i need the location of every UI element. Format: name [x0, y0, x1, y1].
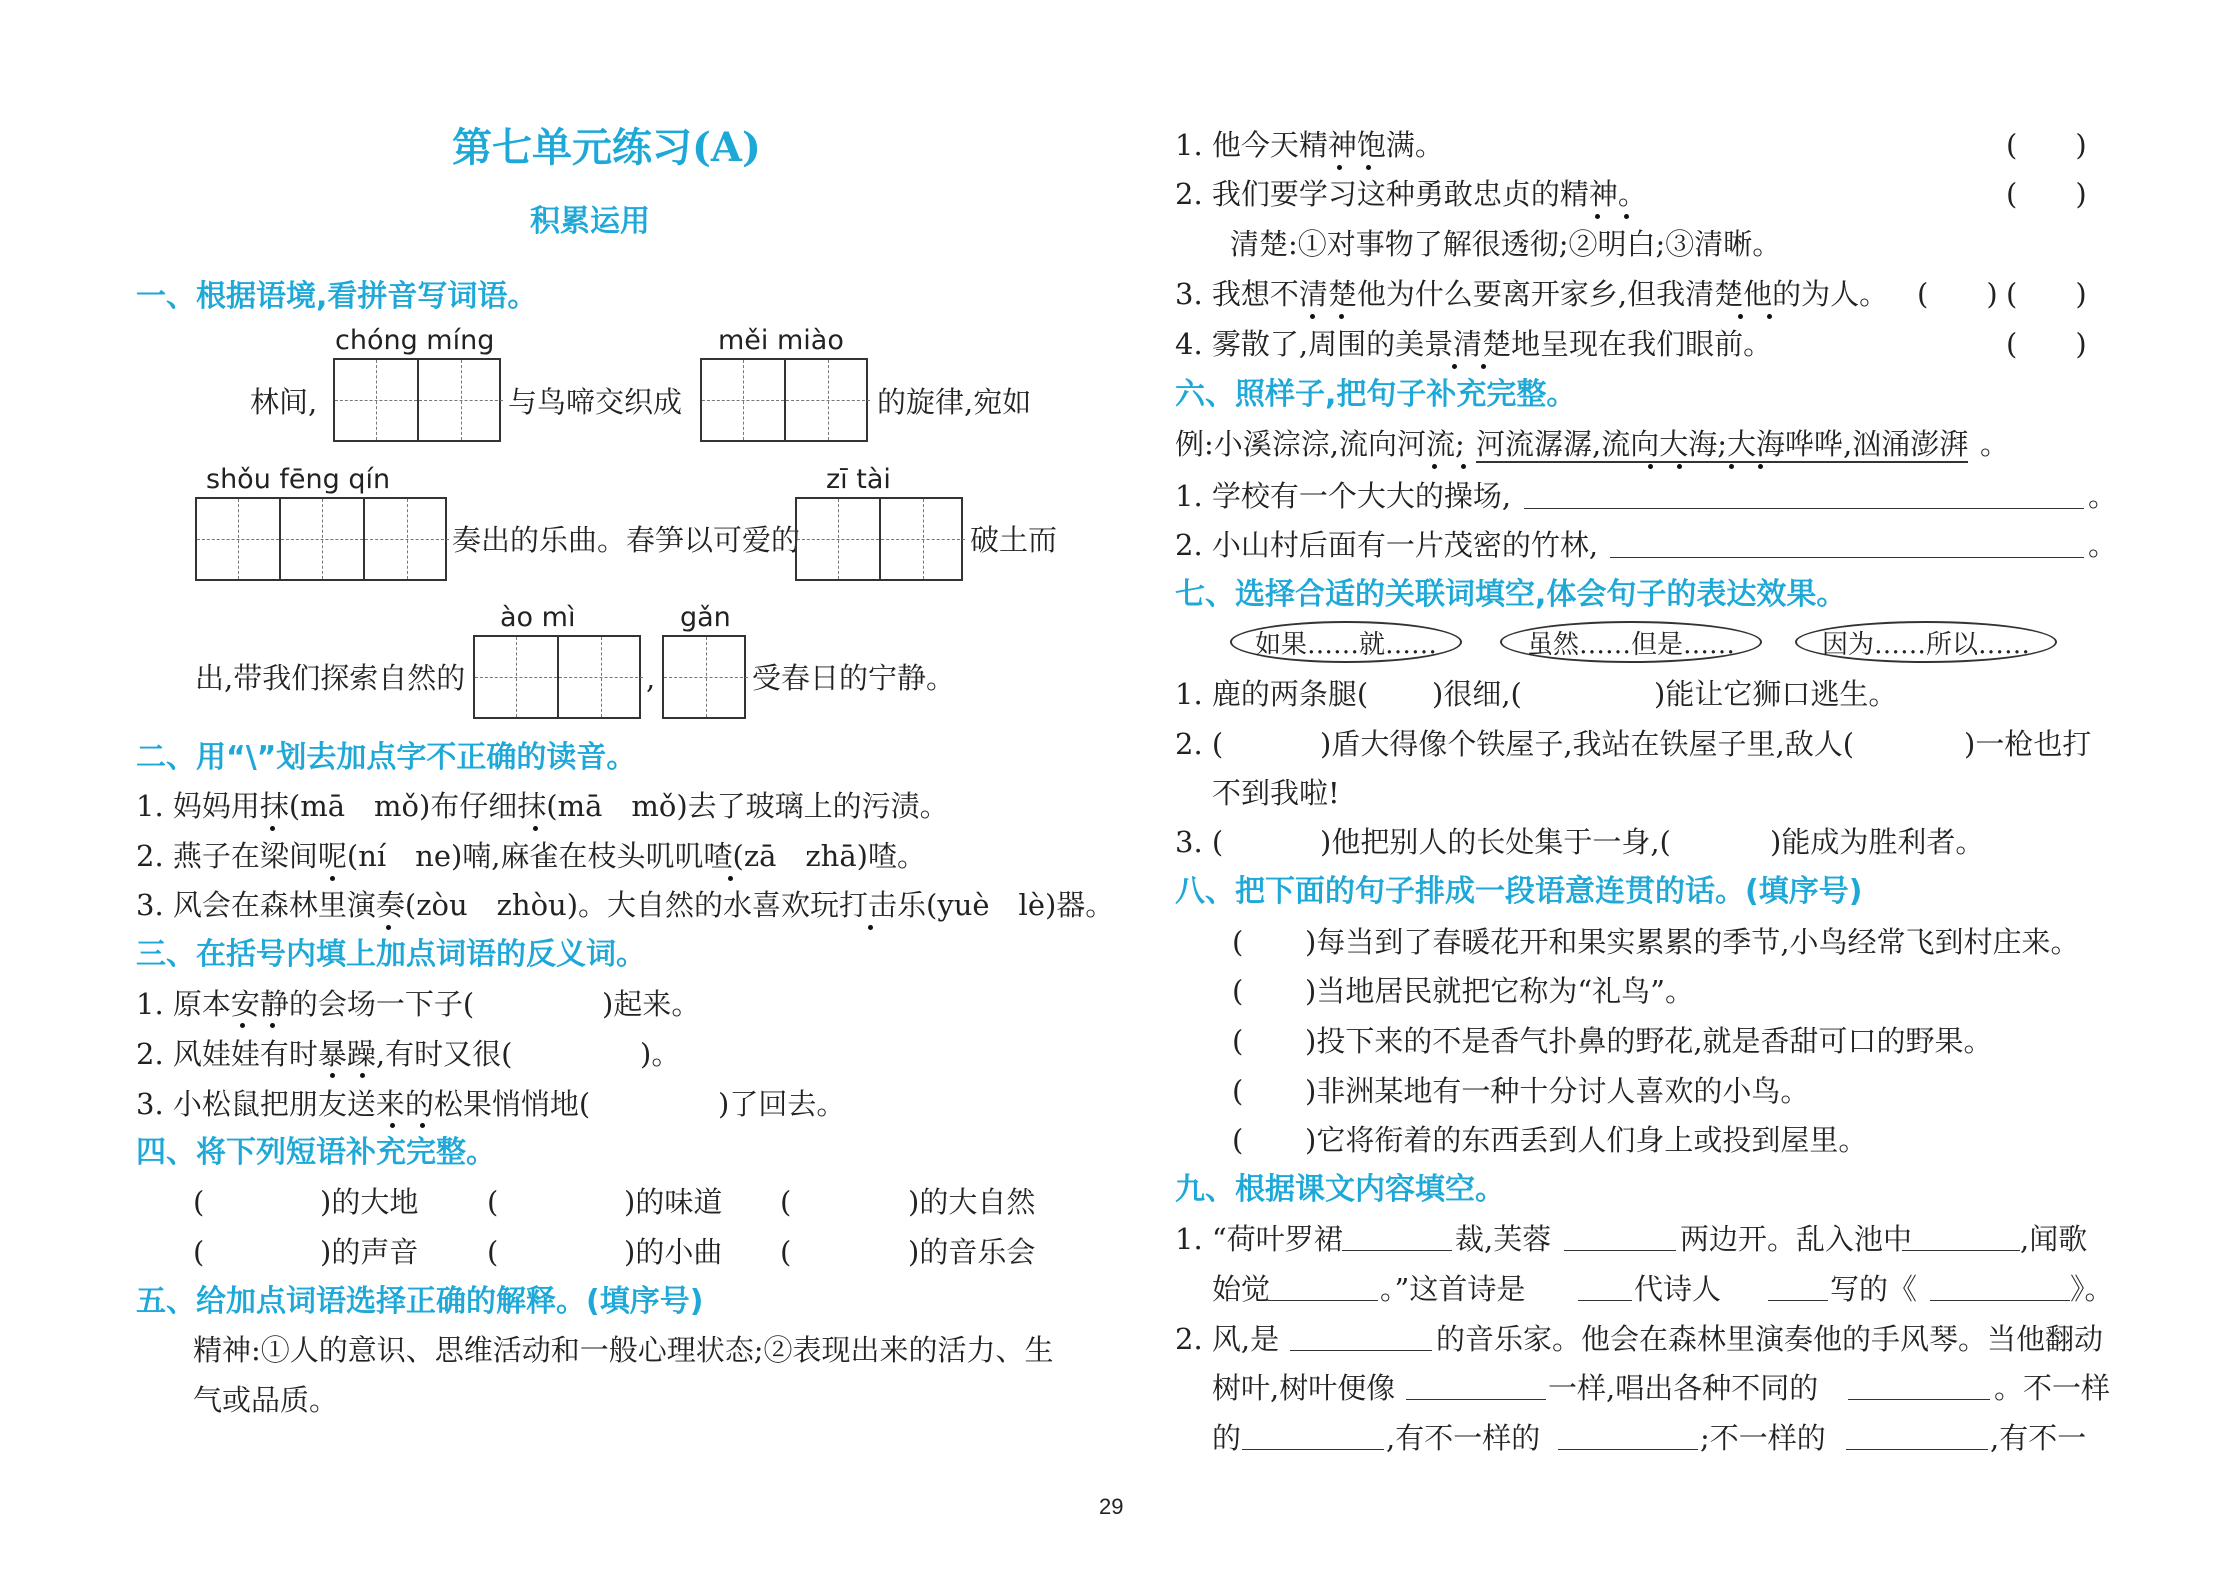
fill-text: ,闻歌 — [2020, 1222, 2088, 1256]
definition: 精神:①人的意识、思维活动和一般心理状态;②表现出来的活力、生 — [193, 1333, 1054, 1367]
emphasis-dot — [1481, 364, 1486, 369]
writing-grid-3[interactable] — [195, 497, 447, 581]
emphasis-dot — [1758, 464, 1763, 469]
answer-paren[interactable]: ( ) — [2006, 327, 2087, 361]
writing-grid-6[interactable] — [662, 635, 746, 719]
fill-text: 的 — [1212, 1421, 1242, 1455]
question-line: )很细,( — [1432, 677, 1522, 711]
emphasis-dot — [728, 876, 733, 881]
fill-text: 裁,芙蓉 — [1455, 1222, 1552, 1256]
sentence-item[interactable]: )投下来的不是香气扑鼻的野花,就是香甜可口的野果。 — [1305, 1024, 1993, 1058]
emphasis-dot — [1767, 314, 1772, 319]
question-line: 2. 我们要学习这种勇敢忠贞的精神。 — [1175, 177, 1647, 211]
section-7-heading: 七、选择合适的关联词填空,体会句子的表达效果。 — [1175, 577, 1847, 612]
phrase-blank[interactable]: )的大自然 — [908, 1185, 1036, 1219]
pinyin-1: chóng míng — [335, 325, 495, 356]
sentence-item[interactable]: )它将衔着的东西丢到人们身上或投到屋里。 — [1305, 1123, 1868, 1157]
pinyin-5: ào mì — [500, 602, 576, 633]
question-line: 1. 妈妈用抹(mā mǒ)布仔细抹(mā mǒ)去了玻璃上的污渍。 — [136, 789, 949, 823]
answer-paren[interactable]: ( ) — [2006, 128, 2087, 162]
answer-line[interactable] — [1930, 1300, 2070, 1301]
question-line: 1. 原本安静的会场一下子( — [136, 987, 475, 1021]
fill-text: 两边开。乱入池中 — [1680, 1222, 1913, 1256]
question-line: )了回去。 — [718, 1087, 846, 1121]
question-line: )能成为胜利者。 — [1770, 825, 1985, 859]
fill-text: 代诗人 — [1634, 1272, 1722, 1306]
emphasis-dot — [386, 925, 391, 930]
sentence-item[interactable]: )每当到了春暖花开和果实累累的季节,小鸟经常飞到村庄来。 — [1305, 925, 2080, 959]
emphasis-dot — [420, 1123, 425, 1128]
paren-open: ( — [193, 1185, 205, 1219]
question-line: 3. 我想不清楚他为什么要离开家乡,但我清楚他的为人。 — [1175, 277, 1889, 311]
answer-line[interactable] — [1242, 1449, 1384, 1450]
section-4-heading: 四、将下列短语补充完整。 — [136, 1135, 496, 1170]
paren-open: ( — [1232, 1074, 1244, 1108]
answer-line[interactable] — [1578, 1300, 1632, 1301]
fill-text: 树叶,树叶便像 — [1212, 1371, 1396, 1405]
emphasis-dot — [1738, 314, 1743, 319]
definition: 清楚:①对事物了解很透彻;②明白;③清晰。 — [1230, 227, 1782, 261]
emphasis-dot — [1432, 464, 1437, 469]
question-line: 4. 雾散了,周围的美景清楚地呈现在我们眼前。 — [1175, 327, 1773, 361]
conjunction-option: 因为……所以…… — [1795, 621, 2057, 663]
writing-grid-5[interactable] — [473, 635, 641, 719]
sentence-part: 受春日的宁静。 — [752, 661, 956, 695]
section-8-heading: 八、把下面的句子排成一段语意连贯的话。(填序号) — [1175, 874, 1863, 909]
answer-line[interactable] — [1846, 1449, 1988, 1450]
section-2-heading: 二、用“\”划去加点字不正确的读音。 — [136, 740, 637, 775]
sentence-part: 林间, — [250, 385, 318, 419]
question-line: 1. 鹿的两条腿( — [1175, 677, 1369, 711]
question-line: )。 — [640, 1037, 681, 1071]
phrase-blank[interactable]: )的小曲 — [624, 1235, 723, 1269]
phrase-blank[interactable]: )的声音 — [320, 1235, 419, 1269]
section-1-heading: 一、根据语境,看拼音写词语。 — [136, 279, 538, 314]
sentence-part: 破土而 — [970, 523, 1058, 557]
fill-text: ;不一样的 — [1700, 1421, 1826, 1455]
pinyin-3: shǒu fēng qín — [206, 464, 391, 495]
answer-line[interactable] — [1406, 1399, 1546, 1400]
paren-open: ( — [1232, 1024, 1244, 1058]
emphasis-dot — [1595, 214, 1600, 219]
fill-text: 。”这首诗是 — [1380, 1272, 1526, 1306]
fill-text: 一样,唱出各种不同的 — [1548, 1371, 1819, 1405]
phrase-blank[interactable]: )的音乐会 — [908, 1235, 1036, 1269]
pinyin-4: zī tài — [826, 464, 891, 495]
paren-open: ( — [1232, 974, 1244, 1008]
question-line: 不到我啦! — [1212, 776, 1340, 810]
question-end: 。 — [2088, 528, 2118, 562]
answer-line[interactable] — [1610, 557, 2084, 558]
paren-open: ( — [1232, 1123, 1244, 1157]
fill-text: 》。 — [2070, 1272, 2114, 1306]
pinyin-6: gǎn — [680, 602, 731, 633]
example-sentence-end: 。 — [1980, 427, 2010, 461]
answer-line[interactable] — [1848, 1399, 1990, 1400]
example-sentence-underlined: 河流潺潺,流向大海;大海哗哗,汹涌澎湃 — [1476, 427, 1969, 461]
emphasis-dot — [1729, 464, 1734, 469]
question-line: 3. ( — [1175, 825, 1224, 859]
question-line: 1. 他今天精神饱满。 — [1175, 128, 1444, 162]
emphasis-dot — [1310, 314, 1315, 319]
sentence-item[interactable]: )非洲某地有一种十分讨人喜欢的小鸟。 — [1305, 1074, 1810, 1108]
emphasis-dot — [330, 1073, 335, 1078]
answer-line[interactable] — [1768, 1300, 1828, 1301]
emphasis-dot — [1339, 314, 1344, 319]
emphasis-dot — [390, 1123, 395, 1128]
conjunction-option: 如果……就…… — [1230, 621, 1462, 663]
paren-open: ( — [193, 1235, 205, 1269]
paren-open: ( — [780, 1185, 792, 1219]
emphasis-dot — [240, 1023, 245, 1028]
answer-line[interactable] — [1268, 1300, 1378, 1301]
definition: 气或品质。 — [193, 1383, 339, 1417]
writing-grid-1[interactable] — [333, 358, 501, 442]
emphasis-dot — [1677, 464, 1682, 469]
fill-text: 1. “荷叶罗裙 — [1175, 1222, 1343, 1256]
fill-text: 始觉 — [1212, 1272, 1271, 1306]
emphasis-dot — [360, 1073, 365, 1078]
paren-open: ( — [1232, 925, 1244, 959]
conjunction-option: 虽然……但是…… — [1500, 621, 1762, 663]
sentence-item[interactable]: )当地居民就把它称为“礼鸟”。 — [1305, 974, 1694, 1008]
answer-line[interactable] — [1558, 1449, 1698, 1450]
question-line: )起来。 — [602, 987, 701, 1021]
emphasis-dot — [1461, 464, 1466, 469]
question-line: )他把别人的长处集于一身,( — [1320, 825, 1671, 859]
example-sentence-prefix: 例:小溪淙淙,流向河流; — [1175, 427, 1465, 461]
emphasis-dot — [1337, 165, 1342, 170]
paren-open: ( — [487, 1235, 499, 1269]
question-line: 1. 学校有一个大大的操场, — [1175, 479, 1512, 513]
emphasis-dot — [1648, 464, 1653, 469]
answer-line[interactable] — [1564, 1250, 1676, 1251]
paren-open: ( — [780, 1235, 792, 1269]
question-line: 3. 小松鼠把朋友送来的松果悄悄地( — [136, 1087, 591, 1121]
question-line: 2. 风娃娃有时暴躁,有时又很( — [136, 1037, 513, 1071]
emphasis-dot — [533, 826, 538, 831]
phrase-blank[interactable]: )的大地 — [320, 1185, 419, 1219]
emphasis-dot — [270, 1023, 275, 1028]
fill-text: ,有不一 — [1990, 1421, 2087, 1455]
pinyin-2: měi miào — [718, 325, 844, 356]
answer-line[interactable] — [1290, 1350, 1432, 1351]
sentence-part: 的旋律,宛如 — [877, 385, 1032, 419]
answer-line[interactable] — [1342, 1250, 1452, 1251]
answer-line[interactable] — [1902, 1250, 2020, 1251]
emphasis-dot — [270, 826, 275, 831]
question-line: 2. ( — [1175, 727, 1224, 761]
section-6-heading: 六、照样子,把句子补充完整。 — [1175, 377, 1577, 412]
page-number: 29 — [1099, 1494, 1124, 1519]
question-end: 。 — [2088, 479, 2118, 513]
paren-open: ( — [487, 1185, 499, 1219]
page-title: 第七单元练习(A) — [452, 124, 761, 171]
question-line: 2. 小山村后面有一片茂密的竹林, — [1175, 528, 1599, 562]
fill-text: 2. 风,是 — [1175, 1322, 1280, 1356]
fill-text: 的音乐家。他会在森林里演奏他的手风琴。当他翻动 — [1436, 1322, 2104, 1356]
fill-text: 写的《 — [1830, 1272, 1918, 1306]
sentence-part: 出,带我们探索自然的 — [195, 661, 466, 695]
emphasis-dot — [330, 876, 335, 881]
sentence-part: 与鸟啼交织成 — [508, 385, 683, 419]
emphasis-dot — [1452, 364, 1457, 369]
writing-grid-4[interactable] — [795, 497, 963, 581]
fill-text: ,有不一样的 — [1386, 1421, 1541, 1455]
answer-paren[interactable]: ( ) — [2006, 177, 2087, 211]
emphasis-dot — [1366, 165, 1371, 170]
page-subtitle: 积累运用 — [530, 204, 650, 239]
question-line: )一枪也打 — [1964, 727, 2092, 761]
answer-paren[interactable]: ( ) — [2006, 277, 2087, 311]
phrase-blank[interactable]: )的味道 — [624, 1185, 723, 1219]
section-5-heading: 五、给加点词语选择正确的解释。(填序号) — [136, 1284, 704, 1319]
section-9-heading: 九、根据课文内容填空。 — [1175, 1172, 1505, 1207]
writing-grid-2[interactable] — [700, 358, 868, 442]
question-line: )能让它狮口逃生。 — [1654, 677, 1898, 711]
question-line: 3. 风会在森林里演奏(zòu zhòu)。大自然的水喜欢玩打击乐(yuè lè)器。 — [136, 888, 1115, 922]
fill-text: 。不一样 — [1994, 1371, 2111, 1405]
sentence-part: , — [646, 661, 656, 695]
question-line: )盾大得像个铁屋子,我站在铁屋子里,敌人( — [1320, 727, 1855, 761]
answer-paren[interactable]: ( ) — [1917, 277, 1998, 311]
emphasis-dot — [1624, 214, 1629, 219]
answer-line[interactable] — [1524, 508, 2084, 509]
sentence-part: 奏出的乐曲。春笋以可爱的 — [452, 523, 801, 557]
section-3-heading: 三、在括号内填上加点词语的反义词。 — [136, 937, 646, 972]
question-line: 2. 燕子在梁间呢(ní ne)喃,麻雀在枝头叽叽喳(zā zhā)喳。 — [136, 839, 926, 873]
emphasis-dot — [868, 925, 873, 930]
